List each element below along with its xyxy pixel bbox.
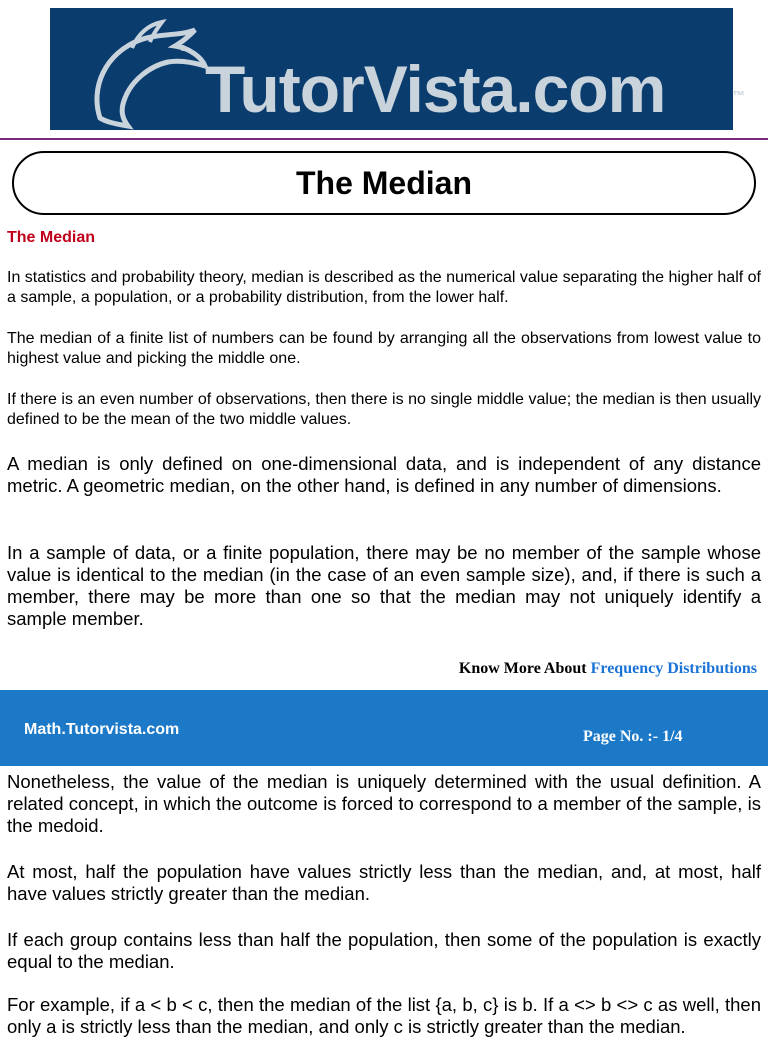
page-title: The Median (295, 164, 472, 201)
frequency-distributions-link[interactable]: Frequency Distributions (590, 660, 757, 677)
paragraph: In statistics and probability theory, median is described as the numerical value separating the higher half of a sample, a population, or a probability distribution, from the lower half. (7, 269, 761, 306)
paragraph: If there is an even number of observations, then there is no single middle value; the median is then usually defined to be the mean of the two middle values. (7, 391, 761, 428)
paragraph: In a sample of data, or a finite population, there may be no member of the sample whose value is identical to the median (in the case of an even sample size), and, if there is such a member, there may be more than one so that the median may not uniquely identify a sample member. (7, 542, 761, 629)
title-banner (12, 151, 756, 215)
logo-wordmark: TutorVista.com (205, 52, 666, 126)
section-heading: The Median (7, 229, 96, 246)
tutorvista-logo (50, 8, 745, 130)
paragraph: If each group contains less than half the population, then some of the population is exactly equal to the median. (7, 929, 761, 972)
page-footer (0, 690, 768, 766)
paragraph: At most, half the population have values strictly less than the median, and, at most, half have values strictly greater than the median. (7, 861, 761, 904)
paragraph: For example, if a < b < c, then the median of the list {a, b, c} is b. If a <> b <> c as well, then only a is strictly less than the median, and only c is strictly greater than the median. (7, 994, 761, 1037)
know-more-prefix: Know More About (458, 660, 591, 677)
paragraph: The median of a finite list of numbers can be found by arranging all the observations from lowest value to highest value and picking the middle one. (7, 330, 761, 367)
footer-site-name: Math.Tutorvista.com (24, 721, 180, 738)
page-number: Page No. :- 1/4 (583, 728, 683, 745)
header-divider (0, 138, 768, 140)
paragraph: A median is only defined on one-dimensional data, and is independent of any distance metric. A geometric median, on the other hand, is defined in any number of dimensions. (7, 453, 761, 496)
dolphin-icon (80, 18, 210, 128)
know-more-line (459, 660, 757, 678)
cut-off-text-region (7, 994, 761, 1037)
trademark-mark: ™ (732, 88, 745, 103)
paragraph: Nonetheless, the value of the median is uniquely determined with the usual definition. A related concept, in which the outcome is forced to correspond to a member of the sample, is the medoid. (7, 771, 761, 836)
